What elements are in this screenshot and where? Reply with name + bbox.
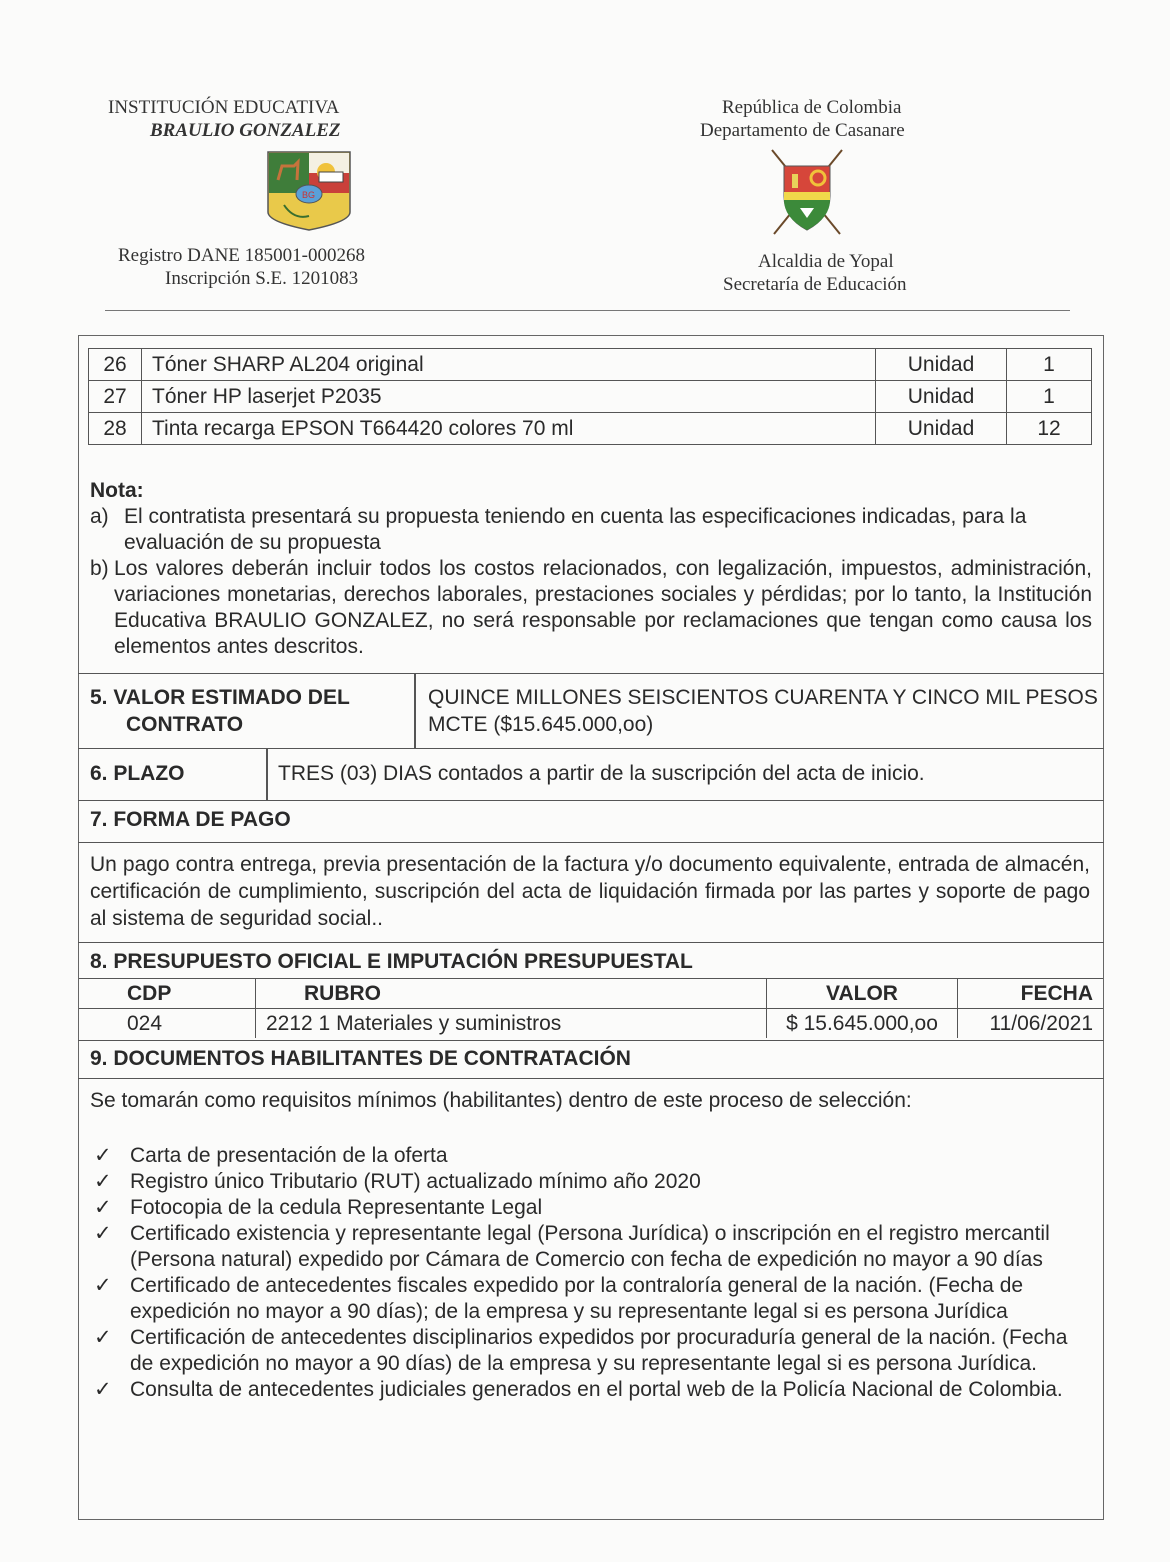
- checkmark-icon: ✓: [94, 1274, 112, 1297]
- header-cdp: CDP: [79, 979, 256, 1009]
- municipality-name: Alcaldia de Yopal: [758, 251, 894, 272]
- item-description: Tóner HP laserjet P2035: [142, 381, 876, 413]
- header-rubro: RUBRO: [256, 979, 767, 1009]
- note-b-label: b): [90, 557, 109, 580]
- requirements-list: [94, 1143, 1084, 1403]
- header-fecha: FECHA: [958, 979, 1104, 1009]
- table-row: [79, 1009, 1103, 1039]
- institution-type: INSTITUCIÓN EDUCATIVA: [108, 97, 340, 118]
- section-5-heading: [90, 684, 410, 738]
- section-5-heading-line2: CONTRATO: [126, 713, 244, 736]
- cdp-value: 024: [79, 1009, 256, 1039]
- section-documentos-habilitantes: [78, 1040, 1104, 1078]
- section-7-text: Un pago contra entrega, previa presentación de la factura y/o documento equivalente, entrada de almacén, certificación de cumplimiento, suscripción del acta de liquidación firmada por las partes y soporte de pago al sistema de seguridad social..: [90, 853, 1090, 930]
- item-quantity: 12: [1007, 413, 1092, 445]
- list-item: [94, 1143, 1084, 1169]
- country-name: República de Colombia: [722, 97, 902, 118]
- requirement-text: Fotocopia de la cedula Representante Legal: [130, 1196, 543, 1219]
- checkmark-icon: ✓: [94, 1196, 112, 1219]
- school-shield-icon: [264, 150, 354, 232]
- list-item: [94, 1169, 1084, 1195]
- list-item: [94, 1221, 1084, 1273]
- section-9-heading: 9. DOCUMENTOS HABILITANTES DE CONTRATACIÓN: [90, 1047, 631, 1070]
- svg-text:BG: BG: [302, 190, 316, 200]
- section-7-body: [78, 842, 1104, 942]
- list-item: [94, 1195, 1084, 1221]
- table-header-row: [79, 979, 1103, 1009]
- requirement-text: Certificado existencia y representante legal (Persona Jurídica) o inscripción en el registro mercantil (Persona natural) expedido por Cámara de Comercio con fecha de expedición no mayor a 90 días: [130, 1222, 1050, 1271]
- list-item: [94, 1377, 1084, 1403]
- valor-value: $ 15.645.000,oo: [767, 1009, 958, 1039]
- section-plazo: [78, 748, 1104, 800]
- table-row: [89, 413, 1092, 445]
- secretariat-name: Secretaría de Educación: [723, 274, 907, 295]
- checkmark-icon: ✓: [94, 1378, 112, 1401]
- note-a-text: El contratista presentará su propuesta teniendo en cuenta las especificaciones indicadas, para la evaluación de su propuesta: [124, 505, 1027, 554]
- note-a-label: a): [90, 505, 109, 528]
- item-unit: Unidad: [876, 349, 1007, 381]
- section-6-heading: 6. PLAZO: [90, 762, 185, 785]
- budget-table: [79, 978, 1103, 1038]
- item-number: 28: [89, 413, 142, 445]
- requirement-text: Carta de presentación de la oferta: [130, 1144, 448, 1167]
- table-row: [89, 381, 1092, 413]
- section-9-body: [78, 1078, 1104, 1518]
- section-presupuesto: [78, 942, 1104, 978]
- fecha-value: 11/06/2021: [958, 1009, 1104, 1039]
- checkmark-icon: ✓: [94, 1326, 112, 1349]
- column-divider: [414, 674, 416, 749]
- section-6-value: TRES (03) DIAS contados a partir de la suscripción del acta de inicio.: [278, 762, 925, 785]
- list-item: [94, 1273, 1084, 1325]
- note-item-b: [90, 556, 1092, 660]
- item-unit: Unidad: [876, 381, 1007, 413]
- list-item: [94, 1325, 1084, 1377]
- item-quantity: 1: [1007, 349, 1092, 381]
- institution-name: BRAULIO GONZALEZ: [150, 120, 341, 141]
- column-divider: [266, 749, 268, 801]
- items-table: [88, 348, 1092, 445]
- checkmark-icon: ✓: [94, 1222, 112, 1245]
- item-quantity: 1: [1007, 381, 1092, 413]
- section-9-intro: Se tomarán como requisitos mínimos (habilitantes) dentro de este proceso de selección:: [90, 1089, 912, 1112]
- section-7-heading: 7. FORMA DE PAGO: [90, 808, 291, 831]
- government-header: [690, 96, 960, 296]
- registro-dane: Registro DANE 185001-000268: [118, 245, 365, 266]
- section-5-heading-line1: 5. VALOR ESTIMADO DEL: [90, 686, 350, 709]
- item-number: 26: [89, 349, 142, 381]
- section-8-heading: 8. PRESUPUESTO OFICIAL E IMPUTACIÓN PRESUPUESTAL: [90, 950, 693, 973]
- note-title: Nota:: [90, 479, 144, 502]
- note-section: [90, 478, 1092, 660]
- item-description: Tinta recarga EPSON T664420 colores 70 ml: [142, 413, 876, 445]
- requirement-text: Registro único Tributario (RUT) actualizado mínimo año 2020: [130, 1170, 701, 1193]
- item-description: Tóner SHARP AL204 original: [142, 349, 876, 381]
- note-b-text: Los valores deberán incluir todos los costos relacionados, con legalización, impuestos, administración, variaciones monetarias, derechos laborales, prestaciones sociales y pérdidas; por lo tanto, la Institución Educativa BRAULIO GONZALEZ, no será responsable por reclamaciones que tengan como causa los elementos antes descritos.: [114, 557, 1092, 658]
- requirement-text: Consulta de antecedentes judiciales generados en el portal web de la Policía Nacional de Colombia.: [130, 1378, 1063, 1401]
- institution-header: [100, 96, 400, 290]
- checkmark-icon: ✓: [94, 1170, 112, 1193]
- checkmark-icon: ✓: [94, 1144, 112, 1167]
- table-row: [89, 349, 1092, 381]
- requirement-text: Certificación de antecedentes disciplinarios expedidos por procuraduría general de la nación. (Fecha de expedición no mayor a 90 días) de la empresa y su representante legal si es persona Jurídica.: [130, 1326, 1068, 1375]
- department-name: Departamento de Casanare: [700, 120, 905, 141]
- section-5-value: QUINCE MILLONES SEISCIENTOS CUARENTA Y CINCO MIL PESOS MCTE ($15.645.000,oo): [428, 686, 1098, 736]
- header-divider: [105, 310, 1070, 311]
- section-valor-estimado: [78, 673, 1104, 748]
- inscripcion: Inscripción S.E. 1201083: [165, 268, 359, 289]
- rubro-value: 2212 1 Materiales y suministros: [256, 1009, 767, 1039]
- requirement-text: Certificado de antecedentes fiscales expedido por la contraloría general de la nación. (Fecha de expedición no mayor a 90 días); de la empresa y su representante legal si es persona Jurídica: [130, 1274, 1024, 1323]
- header-valor: VALOR: [767, 979, 958, 1009]
- section-forma-de-pago: [78, 800, 1104, 842]
- note-item-a: [90, 504, 1092, 556]
- yopal-shield-icon: [764, 146, 850, 238]
- item-unit: Unidad: [876, 413, 1007, 445]
- item-number: 27: [89, 381, 142, 413]
